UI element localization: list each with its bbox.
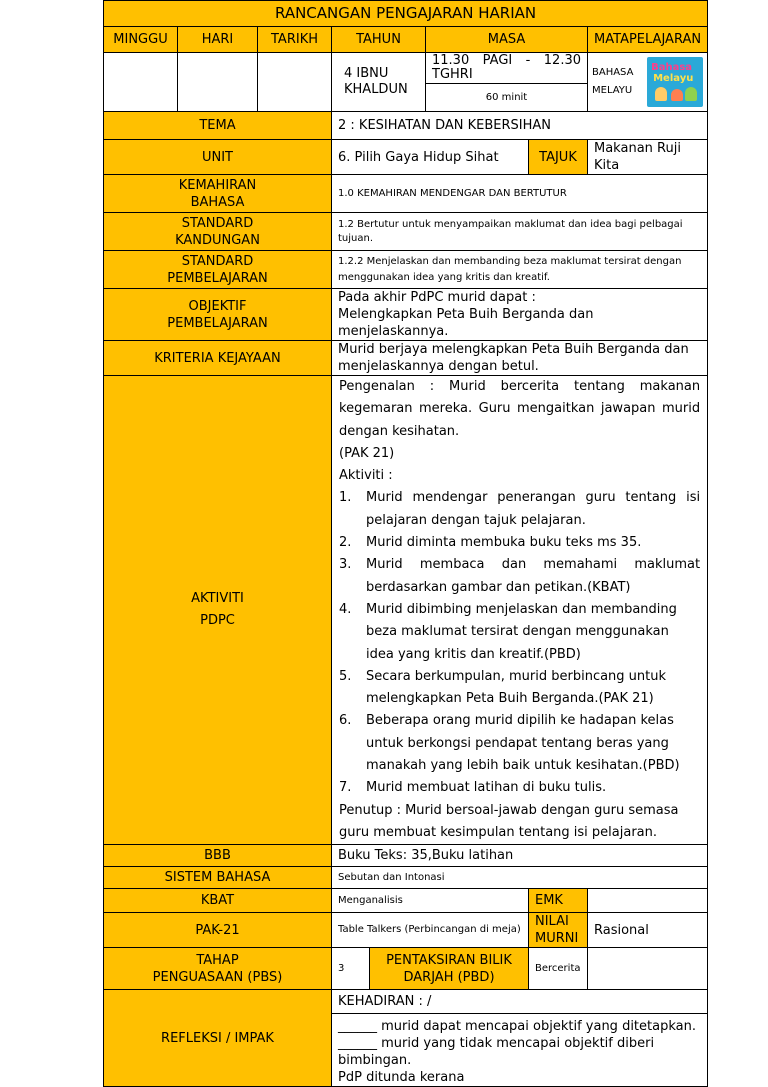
header-matapelajaran: MATAPELAJARAN — [588, 27, 708, 53]
list-item: 7. Murid membuat latihan di buku tulis. — [339, 780, 607, 796]
list-item: 5. Secara berkumpulan, murid berbincang untuk melengkapkan Peta Buih Berganda.(PAK 21) — [339, 668, 667, 707]
header-hari: HARI — [178, 27, 258, 53]
kemahiran-label — [104, 175, 332, 213]
nilai-label: NILAI MURNI — [529, 913, 588, 948]
objektif-value — [332, 289, 708, 341]
pbd-extra — [588, 948, 708, 990]
emk-value — [588, 889, 708, 913]
aktiviti-label — [104, 376, 332, 845]
list-item: 3. Murid membaca dan memahami maklumat berdasarkan gambar dan petikan.(KBAT) — [339, 557, 701, 595]
tema-label: TEMA — [104, 112, 332, 140]
pbd-label-2: DARJAH (PBD) — [403, 969, 495, 985]
masa-time-c: - — [525, 53, 531, 68]
list-item: 4. Murid dibimbing menjelaskan dan membanding beza maklumat tersirat dengan menggunakan idea yang kritis dan kreatif.(PBD) — [339, 601, 677, 662]
aktiviti-penutup: Penutup : Murid bersoal-jawab dengan guru semasa guru membuat kesimpulan tentang isi pelajaran. — [339, 802, 679, 840]
bbb-label: BBB — [104, 845, 332, 867]
aktiviti-pengenalan: Pengenalan : Murid bercerita tentang makanan kegemaran mereka. Guru mengaitkan jawapan murid dengan kesihatan. — [339, 379, 701, 439]
kemahiran-value: 1.0 KEMAHIRAN MENDENGAR DAN BERTUTUR — [332, 175, 708, 213]
aktiviti-heading: Aktiviti : — [339, 468, 393, 484]
logo-text-1: Bahasa — [651, 62, 693, 73]
pbd-value: Bercerita — [529, 948, 588, 990]
value-tarikh — [258, 53, 332, 112]
kriteria-label: KRITERIA KEJAYAAN — [104, 341, 332, 376]
refleksi-line-1: ______ murid dapat mencapai objektif yang ditetapkan. — [338, 1019, 696, 1035]
objektif-line-2: Melengkapkan Peta Buih Berganda dan menjelaskannya. — [338, 307, 594, 339]
refleksi-line-2: ______ murid yang tidak mencapai objektif diberi bimbingan. — [338, 1036, 655, 1069]
value-matapelajaran — [588, 53, 708, 112]
refleksi-label: REFLEKSI / IMPAK — [104, 990, 332, 1087]
masa-time-b: PAGI — [482, 53, 513, 68]
header-tahun: TAHUN — [332, 27, 426, 53]
pbd-label — [370, 948, 529, 990]
kbat-value: Menganalisis — [332, 889, 529, 913]
sp-value: 1.2.2 Menjelaskan dan membanding beza maklumat tersirat dengan menggunakan idea yang kritis dan kreatif. — [332, 251, 708, 289]
kbat-label: KBAT — [104, 889, 332, 913]
sp-label-1: STANDARD — [181, 253, 254, 269]
pbd-label-1: PENTAKSIRAN BILIK — [386, 952, 512, 968]
subject-line2: MELAYU — [592, 85, 633, 96]
aktiviti-steps — [339, 487, 700, 799]
pak-label: PAK-21 — [104, 913, 332, 948]
tahap-label — [104, 948, 332, 990]
sistem-value: Sebutan dan Intonasi — [332, 867, 708, 889]
sk-label-2: KANDUNGAN — [175, 232, 260, 248]
list-item: 1. Murid mendengar penerangan guru tentang isi pelajaran dengan tajuk pelajaran. — [339, 490, 701, 528]
nilai-value: Rasional — [588, 913, 708, 948]
tahap-label-1: TAHAP — [196, 952, 239, 968]
unit-label: UNIT — [104, 140, 332, 175]
sp-label — [104, 251, 332, 289]
page-title: RANCANGAN PENGAJARAN HARIAN — [104, 1, 708, 27]
textbook-cover-icon — [647, 57, 703, 107]
subject-line1: BAHASA — [592, 67, 634, 78]
logo-text-2: Melayu — [653, 73, 694, 84]
masa-time-e: TGHRI — [432, 67, 473, 82]
tajuk-value: Makanan Ruji Kita — [588, 140, 708, 175]
masa-time-d: 12.30 — [543, 53, 581, 68]
aktiviti-label-1: AKTIVITI — [191, 591, 244, 607]
sk-value: 1.2 Bertutur untuk menyampaikan maklumat dan idea bagi pelbagai tujuan. — [332, 213, 708, 251]
header-masa: MASA — [426, 27, 588, 53]
tajuk-label: TAJUK — [529, 140, 588, 175]
objektif-label-2: PEMBELAJARAN — [167, 315, 268, 331]
kriteria-value: Murid berjaya melengkapkan Peta Buih Berganda dan menjelaskannya dengan betul. — [332, 341, 708, 376]
sk-label — [104, 213, 332, 251]
bbb-value: Buku Teks: 35,Buku latihan — [332, 845, 708, 867]
objektif-label-1: OBJEKTIF — [188, 298, 247, 314]
masa-duration: 60 minit — [485, 92, 528, 103]
header-minggu: MINGGU — [104, 27, 178, 53]
value-masa — [426, 53, 588, 112]
kemahiran-label-1: KEMAHIRAN — [178, 177, 257, 193]
aktiviti-pak: (PAK 21) — [339, 445, 395, 461]
list-item: 2. Murid diminta membuka buku teks ms 35. — [339, 535, 642, 551]
tema-value: 2 : KESIHATAN DAN KEBERSIHAN — [332, 112, 708, 140]
aktiviti-label-2: PDPC — [200, 613, 235, 629]
tahap-value: 3 — [332, 948, 370, 990]
objektif-label — [104, 289, 332, 341]
value-hari — [178, 53, 258, 112]
masa-time — [426, 53, 587, 84]
unit-value: 6. Pilih Gaya Hidup Sihat — [332, 140, 529, 175]
tahap-label-2: PENGUASAAN (PBS) — [152, 969, 283, 985]
refleksi-content — [332, 1014, 708, 1087]
objektif-line-1: Pada akhir PdPC murid dapat : — [338, 290, 536, 305]
sistem-label: SISTEM BAHASA — [104, 867, 332, 889]
kemahiran-label-2: BAHASA — [190, 194, 245, 210]
list-item: 6. Beberapa orang murid dipilih ke hadapan kelas untuk berkongsi pendapat tentang beras yang manakah yang lebih baik untuk kesihatan.(PBD) — [339, 713, 680, 774]
sk-label-1: STANDARD — [181, 215, 254, 231]
lesson-plan-table — [103, 0, 708, 1087]
pak-value: Table Talkers (Perbincangan di meja) — [332, 913, 529, 948]
masa-time-a: 11.30 — [432, 53, 470, 68]
header-tarikh: TARIKH — [258, 27, 332, 53]
value-tahun — [332, 53, 426, 112]
value-minggu — [104, 53, 178, 112]
tahun-text: 4 IBNU KHALDUN — [344, 66, 408, 97]
emk-label: EMK — [529, 889, 588, 913]
aktiviti-content — [332, 376, 708, 845]
sp-label-2: PEMBELAJARAN — [167, 270, 268, 286]
kehadiran: KEHADIRAN : / — [332, 990, 708, 1014]
refleksi-line-3: PdP ditunda kerana — [338, 1070, 465, 1086]
